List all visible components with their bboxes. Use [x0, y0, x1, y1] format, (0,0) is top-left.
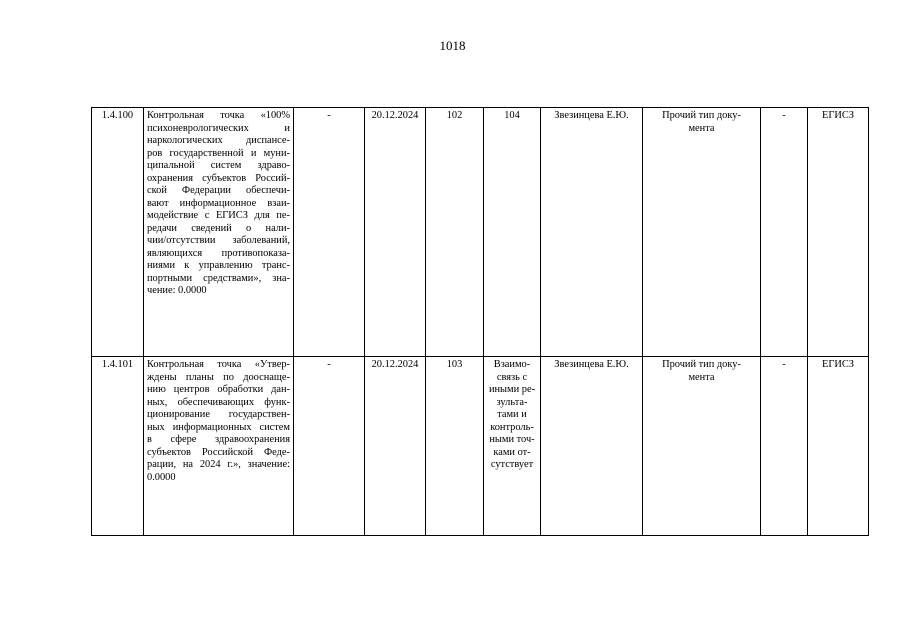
description-line: портными средствами», зна- [147, 272, 290, 284]
information-system-cell: ЕГИСЗ [808, 357, 869, 536]
related-line: Взаимо- [493, 359, 531, 370]
description-line: психоневрологических и [147, 122, 290, 134]
row-number: 1.4.100 [92, 108, 144, 357]
description-line: Контрольная точка «Утвер- [147, 359, 290, 370]
description-line: ской Федерации обеспечи- [147, 185, 290, 196]
related-line: тами и [497, 409, 527, 420]
description-line: охранения субъектов Россий- [147, 172, 290, 184]
description-line: 0.0000 [147, 471, 176, 483]
description-line: ных, обеспечивающих функ- [147, 396, 290, 408]
description-line: субъектов Российской Феде- [147, 446, 290, 458]
related-line: ными точ- [489, 434, 535, 445]
document-type-cell [643, 108, 761, 357]
information-system-cell: ЕГИСЗ [808, 108, 869, 357]
empty-value-cell: - [294, 108, 365, 357]
related-code-cell [484, 357, 541, 536]
code-cell: 102 [426, 108, 484, 357]
related-line: сутствует [490, 459, 534, 470]
description-line: ров государственной и муни- [147, 147, 290, 159]
empty-value-cell: - [761, 108, 808, 357]
description-line: являющихся противопоказа- [147, 247, 290, 259]
document-type-line: мента [688, 122, 715, 134]
related-code-cell: 104 [484, 108, 541, 357]
description-line: вают информационное взаи- [147, 197, 290, 209]
description-line: наркологических диспансе- [147, 135, 290, 146]
related-line: контроль- [490, 421, 534, 433]
date-cell: 20.12.2024 [365, 357, 426, 536]
description-line: Контрольная точка «100% [147, 110, 290, 121]
document-type-line: мента [688, 371, 715, 383]
row-number: 1.4.101 [92, 357, 144, 536]
control-point-description [144, 357, 294, 536]
description-line: чии/отсутствии заболеваний, [147, 235, 290, 246]
description-line: модействие с ЕГИСЗ для пе- [147, 210, 290, 221]
description-line: ждены планы по дооснаще- [147, 371, 290, 383]
description-line: ципальной систем здраво- [147, 160, 290, 171]
description-line: ниями к управлению транс- [147, 260, 290, 271]
related-line: ками от- [493, 446, 531, 458]
description-line: в сфере здравоохранения [147, 434, 290, 445]
table-row [92, 357, 869, 536]
empty-value-cell: - [294, 357, 365, 536]
document-type-line: Прочий тип доку- [662, 359, 741, 370]
document-type-line: Прочий тип доку- [662, 110, 741, 121]
description-line: нию центров обработки дан- [147, 384, 290, 395]
control-point-description [144, 108, 294, 357]
description-line: рации, на 2024 г.», значение: [147, 459, 290, 470]
responsible-person-cell: Звезинцева Е.Ю. [541, 357, 643, 536]
description-line: ных информационных систем [147, 421, 290, 433]
description-line: чение: 0.0000 [147, 285, 207, 296]
document-type-cell [643, 357, 761, 536]
responsible-person-cell: Звезинцева Е.Ю. [541, 108, 643, 357]
page-number: 1018 [439, 38, 466, 53]
related-line: зульта- [496, 396, 528, 408]
empty-value-cell: - [761, 357, 808, 536]
control-points-table [91, 107, 869, 536]
date-cell: 20.12.2024 [365, 108, 426, 357]
related-line: иными ре- [488, 384, 536, 395]
description-line: ционирование государствен- [147, 409, 290, 420]
related-line: связь с [496, 371, 528, 383]
code-cell: 103 [426, 357, 484, 536]
table-row [92, 108, 869, 357]
description-line: редачи сведений о нали- [147, 222, 290, 234]
